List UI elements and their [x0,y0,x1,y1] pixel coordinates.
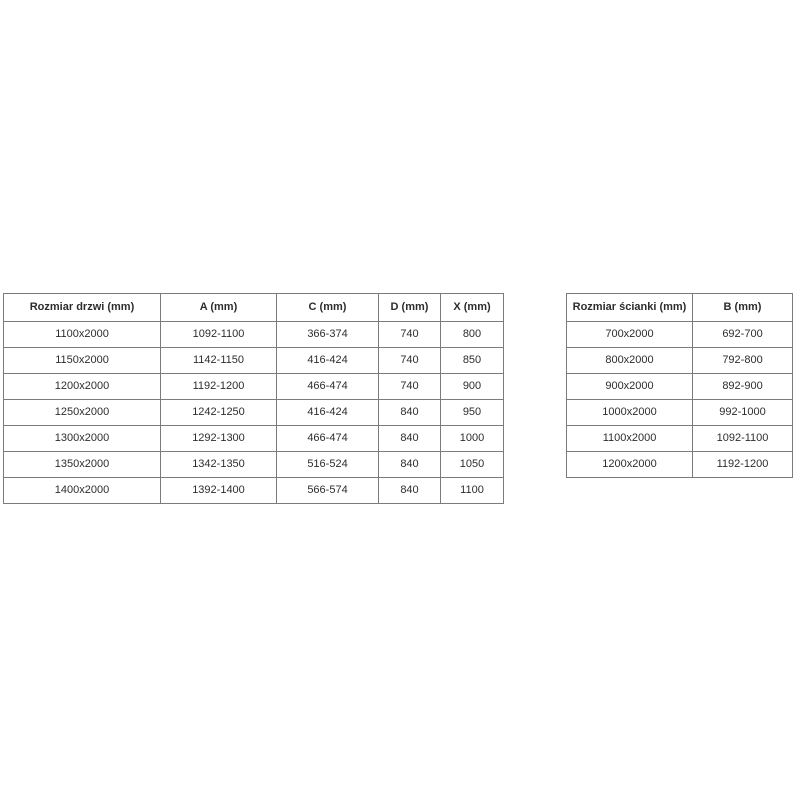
table-cell: 1350x2000 [4,452,161,478]
table-row [4,322,504,348]
column-header: B (mm) [693,294,793,322]
table-header-row [4,294,504,322]
table-header-row [567,294,793,322]
table-cell: 792-800 [693,348,793,374]
table-row [567,400,793,426]
table-row [567,374,793,400]
table-cell: 740 [379,322,441,348]
table-cell: 1192-1200 [693,452,793,478]
table-cell: 700x2000 [567,322,693,348]
door-size-table-grid [3,293,504,504]
table-cell: 1092-1100 [161,322,277,348]
table-cell: 1200x2000 [4,374,161,400]
table-row [4,400,504,426]
table-cell: 1292-1300 [161,426,277,452]
table-cell: 466-474 [277,374,379,400]
table-cell: 1142-1150 [161,348,277,374]
table-row [4,452,504,478]
table-cell: 950 [441,400,504,426]
table-cell: 850 [441,348,504,374]
column-header: D (mm) [379,294,441,322]
wall-size-table-grid [566,293,793,478]
table-cell: 892-900 [693,374,793,400]
column-header: C (mm) [277,294,379,322]
table-cell: 1150x2000 [4,348,161,374]
table-cell: 840 [379,426,441,452]
column-header: X (mm) [441,294,504,322]
table-cell: 1100x2000 [4,322,161,348]
table-cell: 466-474 [277,426,379,452]
table-cell: 1250x2000 [4,400,161,426]
table-cell: 1342-1350 [161,452,277,478]
table-cell: 692-700 [693,322,793,348]
table-cell: 566-574 [277,478,379,504]
table-cell: 740 [379,348,441,374]
table-row [567,322,793,348]
table-cell: 900 [441,374,504,400]
table-cell: 1000 [441,426,504,452]
table-row [4,348,504,374]
table-cell: 1242-1250 [161,400,277,426]
table-row [567,452,793,478]
table-cell: 416-424 [277,348,379,374]
table-cell: 800x2000 [567,348,693,374]
wall-size-table [566,293,793,478]
table-cell: 1092-1100 [693,426,793,452]
column-header: Rozmiar ścianki (mm) [567,294,693,322]
table-cell: 516-524 [277,452,379,478]
table-row [4,374,504,400]
table-row [4,478,504,504]
table-cell: 1300x2000 [4,426,161,452]
table-cell: 840 [379,452,441,478]
table-cell: 800 [441,322,504,348]
table-cell: 840 [379,478,441,504]
table-cell: 1200x2000 [567,452,693,478]
table-cell: 1000x2000 [567,400,693,426]
table-cell: 1100x2000 [567,426,693,452]
table-cell: 900x2000 [567,374,693,400]
column-header: A (mm) [161,294,277,322]
table-row [567,426,793,452]
table-cell: 1100 [441,478,504,504]
table-row [4,426,504,452]
column-header: Rozmiar drzwi (mm) [4,294,161,322]
table-cell: 840 [379,400,441,426]
table-cell: 992-1000 [693,400,793,426]
table-cell: 1392-1400 [161,478,277,504]
table-row [567,348,793,374]
table-cell: 366-374 [277,322,379,348]
table-cell: 740 [379,374,441,400]
table-cell: 1400x2000 [4,478,161,504]
table-cell: 416-424 [277,400,379,426]
door-size-table [3,293,504,504]
table-cell: 1192-1200 [161,374,277,400]
table-cell: 1050 [441,452,504,478]
